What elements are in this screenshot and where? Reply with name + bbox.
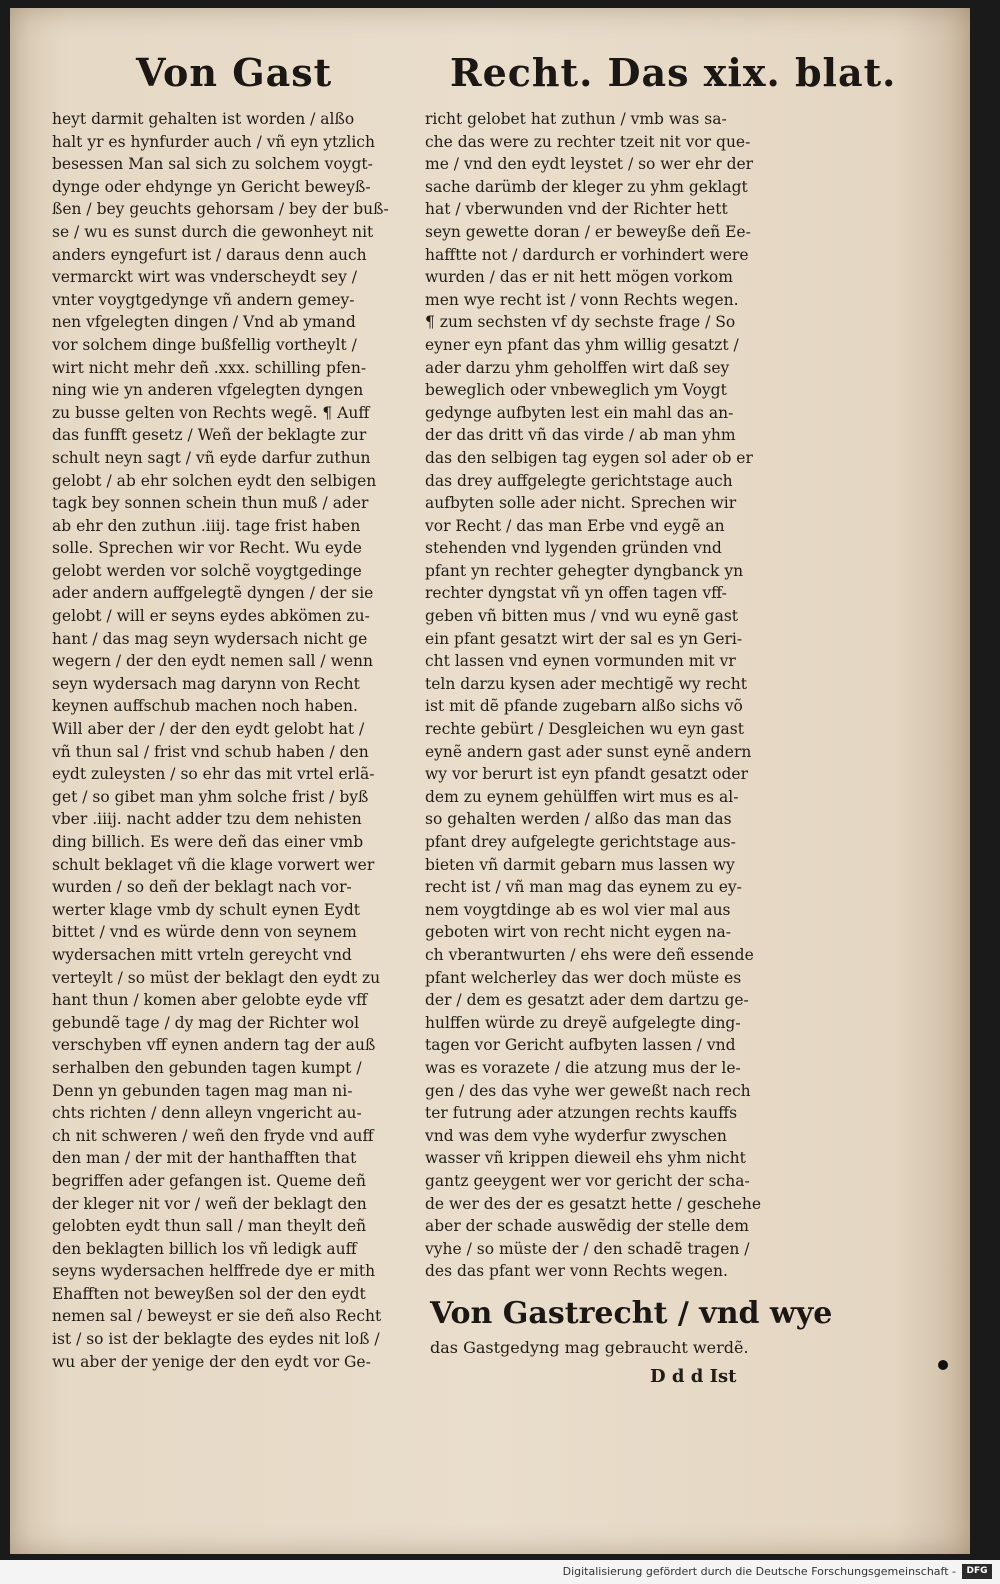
text-line: hafftte not / dardurch er vorhindert were [425,245,749,264]
book-page [10,8,970,1554]
ink-dot [938,1360,948,1370]
section-heading: Von Gastrecht / vnd wye [430,1296,833,1331]
text-line: men wye recht ist / vonn Rechts wegen. [425,290,739,309]
text-line: wasser vñ krippen dieweil ehs yhm nicht [425,1149,746,1168]
text-line: hulffen würde zu dreyẽ aufgelegte ding- [425,1013,741,1032]
header-left-title: Von Gast [136,50,333,95]
text-line: das funfft gesetz / Weñ der beklagte zur [52,426,367,445]
text-line: recht ist / vñ man mag das eynem zu ey- [425,878,742,897]
text-line: seyn gewette doran / er beweyße deñ Ee- [425,222,751,241]
text-line: gelobt / ab ehr solchen eydt den selbigen [52,471,377,490]
text-line: aber der schade auswẽdig der stelle dem [425,1217,749,1236]
text-line: dem zu eynem gehülffen wirt mus es al- [425,787,739,806]
text-line: serhalben den gebunden tagen kumpt / [52,1058,362,1077]
text-line: me / vnd den eydt leystet / so wer ehr der [425,155,754,174]
text-line: so gehalten werden / alßo das man das [425,810,732,829]
text-line: ab ehr den zuthun .iiij. tage frist haben [52,516,361,535]
text-line: verteylt / so müst der beklagt den eydt zu [52,968,381,987]
text-line: rechte gebürt / Desgleichen wu eyn gast [425,720,744,739]
text-line: geben vñ bitten mus / vnd wu eynẽ gast [425,607,739,626]
text-line: ding billich. Es were deñ das einer vmb [52,833,364,851]
text-line: anders eyngefurt ist / daraus denn auch [52,245,367,264]
text-line: hat / vberwunden vnd der Richter hett [425,200,728,219]
text-line: richt gelobet hat zuthun / vmb was sa- [425,110,727,128]
text-line: Ehafften not beweyßen sol der den eydt [52,1284,366,1303]
text-line: gelobt / will er seyns eydes abkömen zu- [52,607,370,626]
text-line: beweglich oder vnbeweglich ym Voygt [425,381,727,400]
text-line: was es vorazete / die atzung mus der le- [425,1058,741,1077]
text-line: gantz geeygent wer vor gericht der scha- [425,1171,750,1190]
text-line: der kleger nit vor / weñ der beklagt den [52,1194,367,1213]
text-line: ¶ zum sechsten vf dy sechste frage / So [425,313,736,332]
text-line: zu busse gelten von Rechts wegẽ. ¶ Auff [52,403,370,422]
text-line: ter futrung ader atzungen rechts kauffs [425,1104,738,1123]
text-line: gelobten eydt thun sall / man theylt deñ [52,1217,367,1236]
text-line: hant / das mag seyn wydersach nicht ge [52,629,368,648]
text-line: get / so gibet man yhm solche frist / byß [52,787,369,806]
text-line: das drey auffgelegte gerichtstage auch [425,471,733,490]
text-line: wegern / der den eydt nemen sall / wenn [52,652,373,671]
left-text-column [52,108,412,1373]
header-right-title: Recht. Das xix. blat. [450,50,897,95]
signature-mark: D d d Ist [650,1366,737,1387]
text-line: nemen sal / beweyst er sie deñ also Recht [52,1307,382,1326]
text-line: vñ thun sal / frist vnd schub haben / den [52,742,369,761]
text-line: hant thun / komen aber gelobte eyde vff [52,991,368,1010]
text-line: gebundẽ tage / dy mag der Richter wol [52,1013,360,1032]
text-line: eyner eyn pfant das yhm willig gesatzt / [425,335,739,354]
text-line: besessen Man sal sich zu solchem voygt- [52,155,373,174]
text-line: vnd was dem vyhe wyderfur zwyschen [425,1126,727,1145]
digitization-footer [0,1560,1000,1584]
text-line: ist / so ist der beklagte des eydes nit loß / [52,1330,380,1349]
text-line: das den selbigen tag eygen sol ader ob er [425,448,753,467]
text-line: vor solchem dinge bußfellig vortheylt / [52,335,357,354]
text-line: nem voygtdinge ab es wol vier mal aus [425,900,731,919]
text-line: pfant drey aufgelegte gerichtstage aus- [425,833,736,851]
text-line: tagen vor Gericht aufbyten lassen / vnd [425,1036,736,1055]
text-line: vor Recht / das man Erbe vnd eygẽ an [425,516,725,535]
text-line: teln darzu kysen ader mechtigẽ wy recht [425,674,747,693]
footer-credit: Digitalisierung gefördert durch die Deutsche Forschungsgemeinschaft - [562,1565,956,1578]
text-line: ßen / bey geuchts gehorsam / bey der buß- [52,200,389,219]
section-subheading: das Gastgedyng mag gebraucht werdẽ. [430,1338,749,1357]
text-line: geboten wirt von recht nicht eygen na- [425,923,732,942]
text-line: werter klage vmb dy schult eynen Eydt [52,900,361,919]
text-line: heyt darmit gehalten ist worden / alßo [52,110,355,128]
text-line: ch vberantwurten / ehs were deñ essende [425,945,754,964]
text-line: den beklagten billich los vñ ledigk auff [52,1239,357,1258]
right-text-column [425,108,790,1283]
text-line: pfant yn rechter gehegter dyngbanck yn [425,561,744,580]
text-line: seyn wydersach mag darynn von Recht [52,674,360,693]
text-line: wy vor berurt ist eyn pfandt gesatzt oder [425,765,748,784]
text-line: bieten vñ darmit gebarn mus lassen wy [425,855,735,874]
text-line: begriffen ader gefangen ist. Queme deñ [52,1171,366,1190]
text-line: vermarckt wirt was vnderscheydt sey / [52,268,357,287]
dfg-logo: DFG [962,1564,992,1579]
text-line: der / dem es gesatzt ader dem dartzu ge- [425,991,749,1010]
text-line: sache darümb der kleger zu yhm geklagt [425,177,748,196]
text-line: bittet / vnd es würde denn von seynem [52,923,357,942]
text-line: verschyben vff eynen andern tag der auß [52,1036,376,1055]
text-line: ist mit dẽ pfande zugebarn alßo sichs võ [425,697,743,716]
text-line: de wer des der es gesatzt hette / geschehe [425,1194,762,1213]
text-line: vber .iiij. nacht adder tzu dem nehisten [52,810,362,829]
text-line: keynen auffschub machen noch haben. [52,697,358,716]
text-line: vnter voygtgedynge vñ andern gemey- [52,290,355,309]
text-line: ch nit schweren / weñ den fryde vnd auff [52,1126,374,1145]
text-line: halt yr es hynfurder auch / vñ eyn ytzlich [52,132,375,151]
text-line: vyhe / so müste der / den schadẽ tragen / [425,1239,750,1258]
text-line: stehenden vnd lygenden gründen vnd [425,539,722,558]
text-line: den man / der mit der hanthafften that [52,1149,357,1168]
running-header [10,50,970,110]
text-line: schult neyn sagt / vñ eyde darfur zuthun [52,448,371,467]
text-line: schult beklaget vñ die klage vorwert wer [52,855,375,874]
text-line: Will aber der / der den eydt gelobt hat / [52,720,365,739]
text-line: dynge oder ehdynge yn Gericht beweyß- [52,177,371,196]
text-line: wirt nicht mehr deñ .xxx. schilling pfen- [52,358,367,377]
text-line: wydersachen mitt vrteln gereycht vnd [52,945,352,964]
text-line: wurden / so deñ der beklagt nach vor- [52,878,352,897]
text-line: gen / des das vyhe wer geweßt nach rech [425,1081,751,1100]
text-line: chts richten / denn alleyn vngericht au- [52,1104,362,1123]
text-line: cht lassen vnd eynen vormunden mit vr [425,652,736,671]
text-line: wurden / das er nit hett mögen vorkom [425,268,733,287]
text-line: pfant welcherley das wer doch müste es [425,968,742,987]
text-line: gelobt werden vor solchẽ voygtgedinge [52,561,362,580]
text-line: Denn yn gebunden tagen mag man ni- [52,1081,353,1100]
text-line: rechter dyngstat vñ yn offen tagen vff- [425,584,727,603]
text-line: se / wu es sunst durch die gewonheyt nit [52,222,374,241]
text-line: der das dritt vñ das virde / ab man yhm [425,426,736,445]
text-line: gedynge aufbyten lest ein mahl das an- [425,403,734,422]
text-line: nen vfgelegten dingen / Vnd ab ymand [52,313,356,332]
text-line: ader andern auffgelegtẽ dyngen / der sie [52,584,374,603]
text-line: aufbyten solle ader nicht. Sprechen wir [425,494,737,513]
text-line: ader darzu yhm geholffen wirt daß sey [425,358,730,377]
text-line: tagk bey sonnen schein thun muß / ader [52,494,369,513]
text-line: ein pfant gesatzt wirt der sal es yn Geri- [425,629,743,648]
text-line: solle. Sprechen wir vor Recht. Wu eyde [52,539,362,558]
text-line: eydt zuleysten / so ehr das mit vrtel erlã- [52,765,375,784]
text-line: wu aber der yenige der den eydt vor Ge- [52,1352,371,1371]
text-line: seyns wydersachen helffrede dye er mith [52,1262,376,1281]
text-line: eynẽ andern gast ader sunst eynẽ andern [425,742,752,761]
text-line: che das were zu rechter tzeit nit vor que- [425,132,751,151]
text-line: ning wie yn anderen vfgelegten dyngen [52,381,364,400]
text-line: des das pfant wer vonn Rechts wegen. [425,1262,728,1281]
